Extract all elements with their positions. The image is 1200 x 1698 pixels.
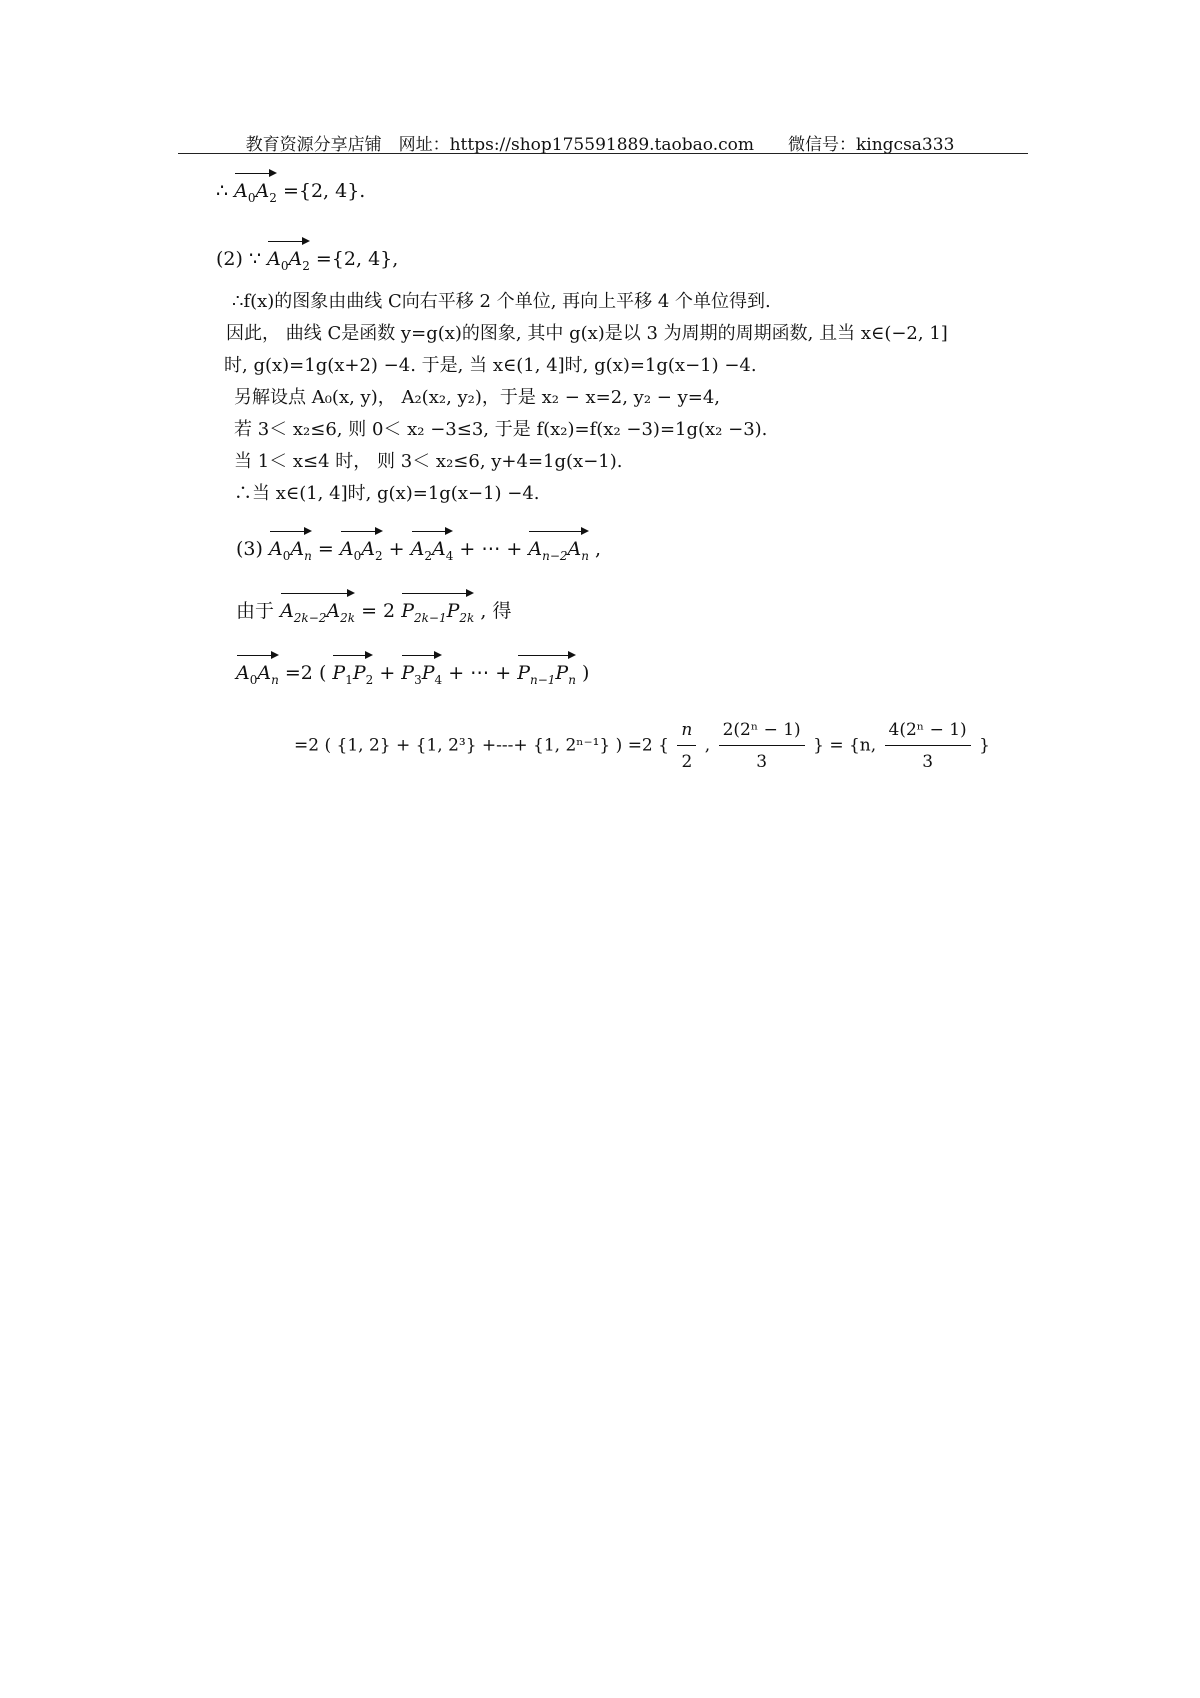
line-2: [216, 238, 398, 271]
line-2-value: ={2, 4},: [315, 248, 399, 270]
vector-a0an-b: $A_0A_n$: [236, 652, 279, 685]
page-header: 教育资源分享店铺 网址：https://shop175591889.taobao.com 微信号：kingcsa333: [245, 135, 955, 155]
line-9: ∴当 x∈(1, 4]时, g(x)=1g(x−1) −4.: [234, 483, 540, 504]
therefore-symbol: ∴: [216, 180, 229, 202]
fraction-2-sum: $\frac{\text{2(2ⁿ − 1)}}{3}$: [719, 718, 805, 774]
vector-an2an: $A_{n-2}A_n$: [528, 528, 589, 561]
header-rule: [178, 153, 1028, 154]
line-1-value: ={2, 4}.: [282, 180, 366, 202]
line-7: 若 3＜ x₂≤6, 则 0＜ x₂ −3≤3, 于是 f(x₂)=f(x₂ −3)=1g(x₂ −3).: [234, 419, 768, 440]
vector-a0a2: $A_0A_2$: [234, 170, 277, 203]
vector-a2a4: $A_2A_4$: [411, 528, 454, 561]
line-4: 因此， 曲线 C是函数 y=g(x)的图象, 其中 g(x)是以 3 为周期的周期函数, 且当 x∈(−2, 1]: [226, 323, 948, 344]
part-2-label: (2) ∵: [216, 248, 262, 270]
line-8: 当 1＜ x≤4 时， 则 3＜ x₂≤6, y+4=1g(x−1).: [234, 451, 623, 472]
line-12: $A_0A_n =2$ ( $P_1P_2 + P_3P_4$ + ⋯ + $P_{n-1}P_n$ ): [236, 652, 589, 685]
vector-a2k2a2k: $A_{2k-2}A_{2k}$: [280, 590, 355, 623]
line-11: 由于 $A_{2k-2}A_{2k} = 2$ $P_{2k-1}P_{2k}$ , 得: [236, 590, 511, 623]
line-13: =2 ( {1, 2} + {1, 2³} +---+ {1, 2ⁿ⁻¹} ) =2 { $\frac{n}{2}$ , $\frac{\text{2(2ⁿ − 1)}}{3}$ } = {n, $\frac{\text{4(2ⁿ − 1)}}{3}$ }: [294, 720, 990, 772]
line-5: 时, g(x)=1g(x+2) −4. 于是, 当 x∈(1, 4]时, g(x)=1g(x−1) −4.: [224, 355, 757, 376]
line-1: [216, 170, 365, 203]
fraction-4-sum: $\frac{\text{4(2ⁿ − 1)}}{3}$: [885, 718, 971, 774]
line-6: 另解设点 A₀(x, y)， A₂(x₂, y₂)，于是 x₂ − x=2, y₂ − y=4,: [234, 387, 720, 408]
vector-pn1pn: $P_{n-1}P_n$: [517, 652, 576, 685]
vector-a0an: $A_0A_n$: [269, 528, 312, 561]
fraction-n-over-2: $\frac{n}{2}$: [677, 718, 696, 774]
line-10: (3) $A_0A_n = A_0A_2 + A_2A_4$ + ⋯ + $A_{n-2}A_n$ ,: [236, 528, 601, 561]
vector-p3p4: $P_3P_4$: [401, 652, 442, 685]
vector-p2k1p2k: $P_{2k-1}P_{2k}$: [401, 590, 474, 623]
vector-a0a2-b: $A_0A_2$: [267, 238, 310, 271]
vector-a0a2-c: $A_0A_2$: [340, 528, 383, 561]
vector-p1p2: $P_1P_2$: [332, 652, 373, 685]
part-3-label: (3): [236, 538, 263, 560]
line-3: ∴f(x)的图象由曲线 C向右平移 2 个单位, 再向上平移 4 个单位得到.: [232, 291, 771, 312]
